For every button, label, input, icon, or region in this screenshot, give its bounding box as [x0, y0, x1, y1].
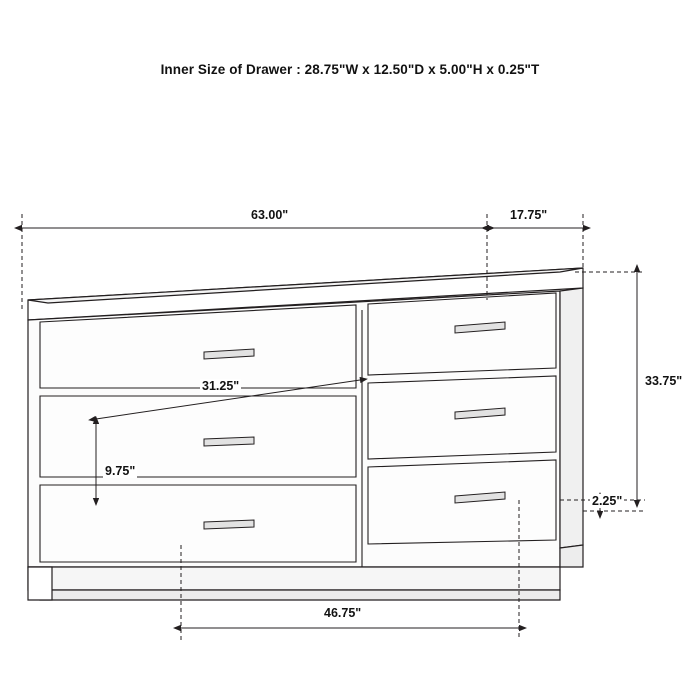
handle-left-middle[interactable]	[204, 437, 254, 446]
drawer-grid	[40, 293, 556, 567]
cabinet-right-side	[560, 288, 583, 548]
drawer-left-middle[interactable]	[40, 396, 356, 477]
dim-label-depth-side: 17.75"	[510, 208, 548, 222]
dim-label-drawer-width: 31.25"	[202, 379, 240, 393]
drawer-right-top[interactable]	[368, 293, 556, 375]
base-left-foot	[28, 567, 52, 600]
base-plinth-shadow	[40, 590, 560, 600]
dim-label-base-width: 46.75"	[324, 606, 362, 620]
base-right-side	[560, 545, 583, 567]
handle-left-bottom[interactable]	[204, 520, 254, 529]
dim-label-height-overall: 33.75"	[645, 374, 683, 388]
dim-label-drawer-height: 9.75"	[105, 464, 136, 478]
page-title: Inner Size of Drawer : 28.75"W x 12.50"D x 5.00"H x 0.25"T	[160, 62, 540, 77]
dim-label-width-overall: 63.00"	[251, 208, 289, 222]
dim-label-base-height: 2.25"	[592, 494, 623, 508]
drawer-left-bottom[interactable]	[40, 485, 356, 562]
base-plinth-front	[28, 567, 560, 590]
